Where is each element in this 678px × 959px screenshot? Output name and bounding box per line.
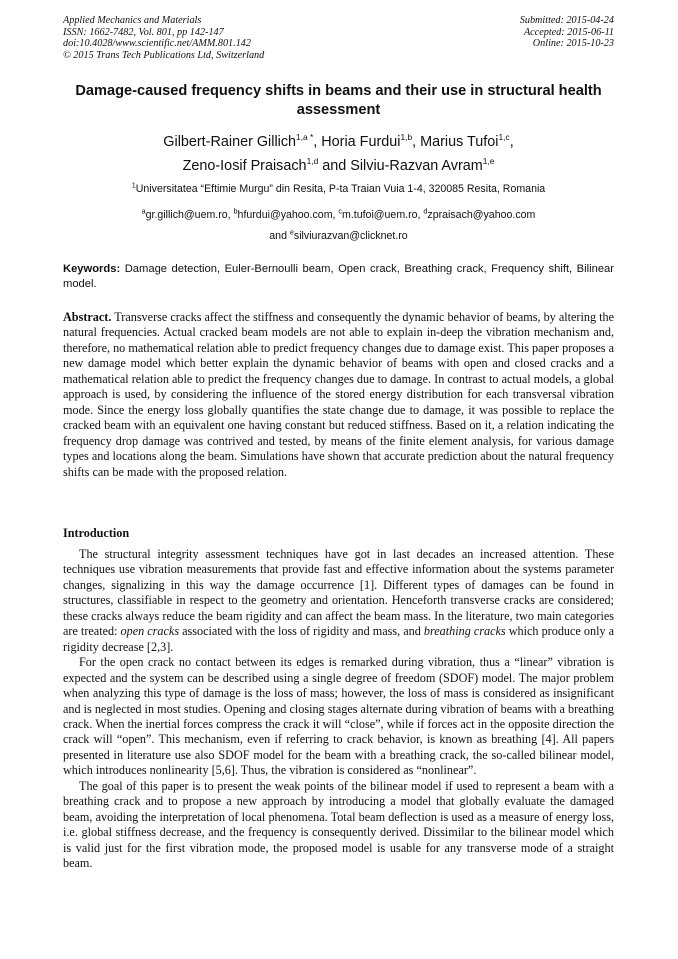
- email-address: silviurazvan@clicknet.ro: [293, 230, 408, 242]
- author-line-2: [63, 155, 614, 179]
- affiliation: [63, 180, 614, 196]
- abstract-label: Abstract.: [63, 310, 112, 324]
- journal-name: Applied Mechanics and Materials: [63, 15, 202, 26]
- paragraph: For the open crack no contact between its edges is remarked during vibration, thus a “linear” vibration is expected and the system can be described using a single degree of freedom (SDOF) model. The major problem when analyzing this type of damage is the loss of mass; however, the loss of mass is considered as insignificant and is neglected in most studies. Opening and closing stages alternate during vibration of beams with a breathing crack. When the inertial forces compress the crack it will “close”, while if forces act in the opposite direction the crack will “open”. This mechanism, even if referring to crack behavior, is known as breathing [4]. All papers presented in literature use also SDOF model for the beam with a breathing crack, the so-called bilinear model, which introduces nonlinearity [5,6]. Thus, the vibration is considered as “nonlinear”.: [63, 655, 615, 778]
- author-separator: ,: [509, 134, 514, 150]
- author-name: Gilbert-Rainer Gillich: [163, 134, 297, 150]
- keywords-label: Keywords:: [63, 263, 121, 275]
- author-emails: [63, 205, 614, 247]
- introduction-body: [63, 547, 614, 872]
- email-separator: ,: [227, 209, 234, 221]
- email-marker: a: [141, 206, 146, 216]
- author-name: Silviu-Razvan Avram: [350, 157, 483, 174]
- email-marker: d: [423, 206, 428, 216]
- author-name: Marius Tufoi: [420, 134, 499, 150]
- email-separator: ,: [332, 209, 339, 221]
- online-date: Online: 2015-10-23: [532, 38, 614, 50]
- email-address: zpraisach@yahoo.com: [427, 209, 536, 221]
- paragraph-text: which produce only a rigidity decrease [2,3].: [63, 624, 615, 654]
- author-line-1: [63, 131, 614, 155]
- doi-line: doi:10.4028/www.scientific.net/AMM.801.142: [63, 38, 251, 50]
- email-separator: ,: [417, 209, 424, 221]
- author-affiliation-marker: 1,e: [482, 155, 495, 166]
- email-marker: e: [289, 227, 294, 237]
- emphasis-open-cracks: open cracks: [120, 624, 180, 639]
- email-line-2: [63, 226, 614, 247]
- submitted-date: Submitted: 2015-04-24: [519, 15, 614, 26]
- author-affiliation-marker: 1,b: [400, 132, 413, 143]
- email-address: gr.gillich@uem.ro: [145, 209, 228, 221]
- author-name: Horia Furdui: [321, 134, 401, 150]
- author-separator: ,: [412, 134, 421, 150]
- email-and: and: [269, 230, 290, 242]
- dates-header: [520, 15, 614, 50]
- accepted-date: Accepted: 2015-06-11: [523, 26, 614, 38]
- abstract: [63, 310, 614, 480]
- author-separator: ,: [313, 134, 322, 150]
- journal-header: [63, 15, 264, 61]
- keywords: [63, 262, 614, 291]
- email-address: m.tufoi@uem.ro: [342, 209, 418, 221]
- paragraph-text: The structural integrity assessment techniques have got in last decades an increased attention. These techniques use vibration measurements that provide fast and effective information about the systems parameter changes, signalizing in this way the damage occurrence [1]. Different types of damages can be found in structures, classifiable in respect to the geometry and orientation. Henceforth transverse cracks are considered; these cracks always reduce the beam rigidity and can affect the beam mass. In the literature, two main categories are treated:: [63, 547, 614, 639]
- keywords-text: Damage detection, Euler-Bernoulli beam, Open crack, Breathing crack, Frequency shift, Bilinear model.: [63, 263, 614, 290]
- emphasis-breathing-cracks: breathing cracks: [423, 624, 506, 639]
- paper-title: Damage-caused frequency shifts in beams and their use in structural health assessment: [75, 83, 602, 118]
- author-affiliation-marker: 1,d: [306, 155, 319, 166]
- author-name: Zeno-Iosif Praisach: [182, 157, 307, 174]
- author-affiliation-marker: 1,c: [498, 132, 510, 143]
- copyright-line: © 2015 Trans Tech Publications Ltd, Switzerland: [63, 49, 265, 61]
- affiliation-marker: 1: [131, 180, 136, 190]
- email-address: hfurdui@yahoo.com: [237, 209, 333, 221]
- paragraph-text: associated with the loss of rigidity and mass, and: [179, 624, 424, 639]
- email-line-1: [63, 205, 614, 226]
- section-heading-introduction: Introduction: [63, 526, 130, 540]
- issn-line: ISSN: 1662-7482, Vol. 801, pp 142-147: [63, 26, 224, 38]
- email-marker: b: [233, 206, 238, 216]
- author-list: [63, 131, 614, 178]
- author-affiliation-marker: 1,a *: [296, 132, 314, 143]
- abstract-text: Transverse cracks affect the stiffness and consequently the dynamic behavior of beams, by altering the natural frequencies. Actual cracked beam models are not able to explain in-deep the vibration mechanism and, therefore, no mathematical relation able to predict frequency changes due to damage exist. This paper proposes a new damage model which better explain the dynamic behavior of beams with open and closed cracks and a mathematical relation able to predict the frequency changes due to damage. In contrast to actual models, a global approach is used, by considering the influence of the stored energy distribution for each transversal vibration mode. Since the energy loss globally quantifies the state change due to damage, it was possible to replace the cracked beam with an equivalent one having constant but reduced stiffness. Based on it, a relation indicating the frequency drop damage was contrived and tested, by means of the finite element analysis, for various damage types and locations along the beam. Simulations have shown that accurate prediction about the natural frequency shifts can be made with the proposed relation.: [63, 310, 614, 479]
- email-marker: c: [338, 206, 342, 216]
- author-separator: and: [318, 157, 351, 174]
- affiliation-text: Universitatea “Eftimie Murgu” din Resita, P-ta Traian Vuia 1-4, 320085 Resita, Romania: [135, 183, 546, 195]
- paragraph: [63, 547, 614, 655]
- paragraph: The goal of this paper is to present the weak points of the bilinear model if used to represent a beam with a breathing crack and to propose a new approach by introducing a model that globally evaluate the damaged beam, avoiding the interpretation of local phenomena. Total beam deflection is used as a measure of energy loss, i.e. global stiffness decrease, and the frequency is consequently derived. Dissimilar to the bilinear model which is valid just for the first vibration mode, the proposed model is usable for any transverse mode of a straight beam.: [63, 778, 614, 871]
